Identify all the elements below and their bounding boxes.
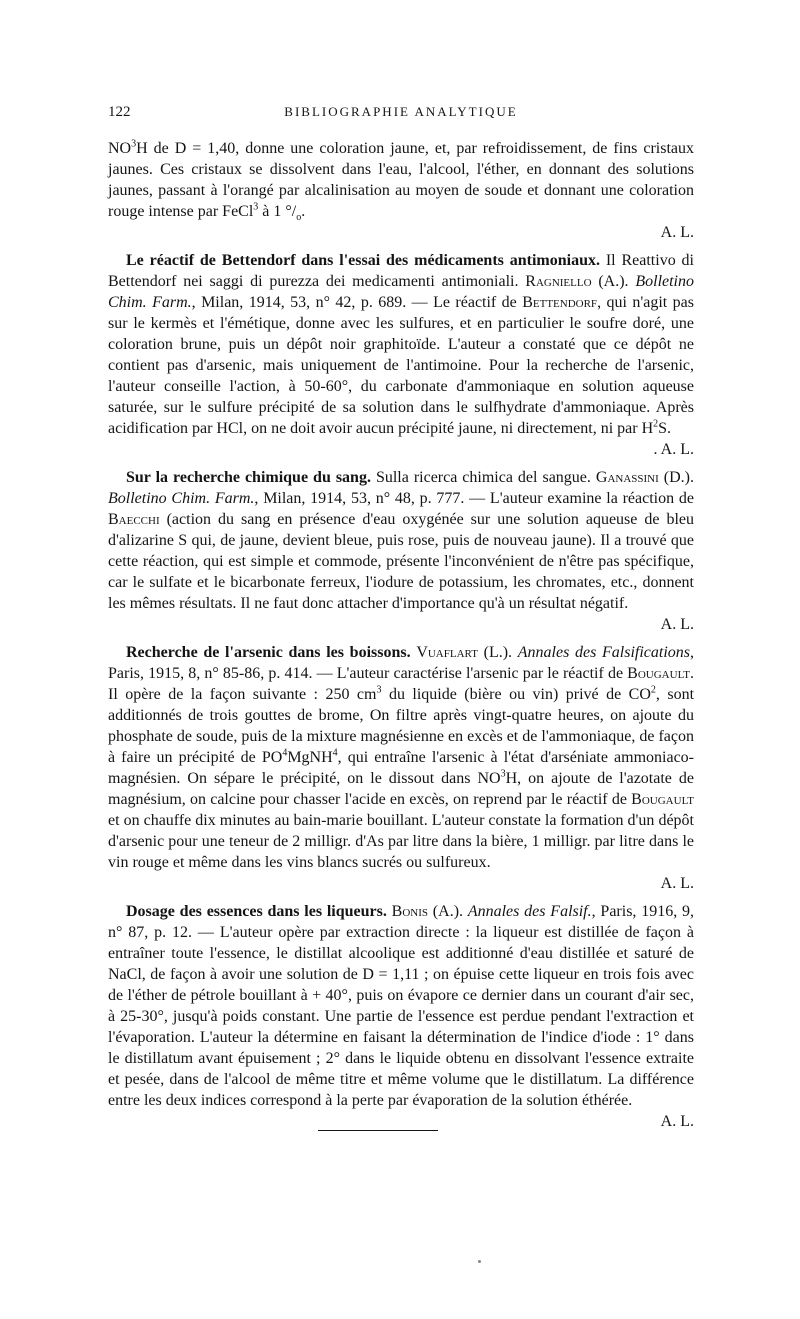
entry-paragraph xyxy=(108,250,694,439)
closing-rule xyxy=(318,1130,438,1131)
entry-text: , Milan, 1914, 53, n° 42, p. 689. — Le réactif de xyxy=(191,294,523,311)
signature-line xyxy=(108,222,694,243)
entry-bettendorf xyxy=(108,250,694,460)
entry-arsenic xyxy=(108,642,694,894)
author-name: Ganassini xyxy=(595,469,659,486)
entry-text: (action du sang en présence d'eau oxygénée sur une solution aqueuse de bleu d'alizarine S qui, de jaune, devient bleue, puis rose, puis de nouveau jaune). Il a trouvé que cette réaction, qui est simple et commode, présente l'inconvénient de n'être pas spécifique, car le sulfate et le bicarbonate ferreux, l'iodure de potassium, les chromates, etc., donnent les mêmes résultats. Il ne faut donc attacher d'importance qu'à un résultat négatif. xyxy=(108,511,694,612)
signature: A. L. xyxy=(660,875,694,892)
signature-line xyxy=(108,1111,694,1133)
author-name: Ragniello xyxy=(525,273,592,290)
entry-text: , Milan, 1914, 53, n° 48, p. 777. — L'auteur examine la réaction de xyxy=(254,490,694,507)
entry-text: Il Reattivo di Bettendorf nei saggi di purezza dei medicamenti antimoniali. xyxy=(108,252,695,290)
running-title: BIBLIOGRAPHIE ANALYTIQUE xyxy=(284,104,518,119)
intro-text: à 1 °/ xyxy=(258,203,297,220)
cited-name: Bougault xyxy=(631,791,694,808)
entry-text: , qui n'agit pas sur le kermès et l'émétique, donne avec les sulfures, et en particulier le soufre doré, une coloration brune, puis un dépôt noir graphitoïde. L'auteur a constaté que ce dépôt ne contient pas d'arsenic, mais uniquement de l'antimoine. Pour la recherche de l'arsenic, l'auteur conseille l'action, à 50-60°, du carbonate d'ammoniaque en solution aqueuse saturée, sur le sulfure précipité de sa solution dans le sulfhydrate d'ammoniaque. Après acidification par HCl, on ne doit avoir aucun précipité jaune, ni directement, ni par H xyxy=(108,294,694,437)
entry-paragraph xyxy=(108,642,694,873)
signature: . A. L. xyxy=(653,441,694,458)
entry-text: , qui entraîne l'arsenic à l'état d'arséniate ammoniaco-magnésien. On sépare le précipité, on le dissout dans NO xyxy=(108,749,695,787)
signature: A. L. xyxy=(660,616,694,633)
intro-text: H de D = 1,40, donne une coloration jaune, et, par refroidissement, de fins cristaux jaunes. Ces cristaux se dissolvent dans l'eau, l'alcool, l'éther, en donnant des solutions jaunes, passant à l'orangé par alcalinisation au moyen de soude et donnant une coloration rouge intense par FeCl xyxy=(108,140,694,220)
superscript: 3 xyxy=(253,201,259,213)
entry-text: (L.). xyxy=(477,644,518,661)
entry-title: Dosage des essences dans les liqueurs. xyxy=(126,903,387,920)
signature-line xyxy=(108,439,694,460)
superscript: 4 xyxy=(282,747,288,759)
entry-text: (D.). xyxy=(658,469,694,486)
entry-text: du liquide (bière ou vin) privé de CO xyxy=(381,686,651,703)
signature-line xyxy=(108,614,694,635)
entry-text: MgNH xyxy=(287,749,333,766)
superscript: 3 xyxy=(131,138,137,150)
journal-name: Bolletino Chim. Farm. xyxy=(108,490,255,507)
entry-paragraph xyxy=(108,901,694,1111)
entry-text: (A.). xyxy=(428,903,468,920)
entry-text: et on chauffe dix minutes au bain-marie bouillant. L'auteur constate la formation d'un dépôt d'arsenic pour une teneur de 2 milligr. d'As par litre dans la bière, 1 milligr. par litre dans le vin rouge et même dans les vins blancs sucrés ou sulfureux. xyxy=(108,812,694,871)
signature: A. L. xyxy=(660,1113,694,1130)
intro-text: NO xyxy=(108,140,132,157)
entry-text: S. xyxy=(658,420,672,437)
entry-text: (A.). xyxy=(591,273,636,290)
author-name: Vuaflart xyxy=(416,644,478,661)
journal-name: Bolletino Chim. Farm. xyxy=(108,273,694,311)
entry-text: Sulla ricerca chimica del sangue. xyxy=(370,469,596,486)
entry-title: Recherche de l'arsenic dans les boissons. xyxy=(126,644,411,661)
entry-title: Sur la recherche chimique du sang. xyxy=(126,469,371,486)
signature: A. L. xyxy=(660,224,694,241)
entry-sang xyxy=(108,467,694,635)
superscript: 2 xyxy=(650,684,656,696)
journal-name: Annales des Falsif. xyxy=(467,903,592,920)
entry-text: . Il opère de la façon suivante : 250 cm xyxy=(108,665,694,703)
intro-text: . xyxy=(301,203,306,220)
running-head xyxy=(108,100,694,124)
journal-name: Annales des Falsifications xyxy=(517,644,691,661)
subscript: o xyxy=(296,212,302,224)
superscript: 3 xyxy=(376,684,382,696)
page-number: 122 xyxy=(108,104,131,120)
page-content xyxy=(108,138,694,1133)
author-name: Bonis xyxy=(391,903,429,920)
entry-paragraph xyxy=(108,467,694,614)
entry-title: Le réactif de Bettendorf dans l'essai des médicaments antimoniaux. xyxy=(126,252,600,269)
entry-essences xyxy=(108,901,694,1133)
superscript: 4 xyxy=(332,747,338,759)
signature-line xyxy=(108,873,694,894)
entry-text: H, on ajoute de l'azotate de magnésium, on calcine pour chasser l'acide en excès, on reprend par le réactif de xyxy=(108,770,694,808)
superscript: 2 xyxy=(653,418,659,430)
stray-mark xyxy=(478,1260,481,1263)
intro-paragraph xyxy=(108,138,694,222)
entry-text: , sont additionnés de trois gouttes de brome, On filtre après vingt-quatre heures, on ajoute du phosphate de soude, puis de la mixture magnésienne en excès et de l'ammoniaque, de façon à faire un précipité de PO xyxy=(108,686,695,766)
cited-name: Bougault xyxy=(627,665,690,682)
entry-text: , Paris, 1916, 9, n° 87, p. 12. — L'auteur opère par extraction directe : la liqueur est distillée de façon à entraîner toute l'essence, le distillat alcoolique est additionné d'eau distillée et saturé de NaCl, de façon à avoir une solution de D = 1,11 ; on épuise cette liqueur en trois fois avec de l'éther de pétrole bouillant à + 40°, puis on évapore ce dernier dans un courant d'air sec, à 25-30°, jusqu'à poids constant. Une partie de l'essence est perdue pendant l'extraction et l'évaporation. L'auteur la détermine en faisant la détermination de l'indice d'iode : 1° dans le distillatum avant épuisement ; 2° dans le liquide obtenu en dissolvant l'essence extraite et pesée, dans de l'alcool de même titre et même volume que le distillatum. La différence entre les deux indices correspond à la perte par évaporation de la solution éthérée. xyxy=(108,903,695,1109)
document-page xyxy=(108,100,694,1133)
entry-text: , Paris, 1915, 8, n° 85-86, p. 414. — L'auteur caractérise l'arsenic par le réactif de xyxy=(108,644,695,682)
cited-name: Baecchi xyxy=(108,511,160,528)
superscript: 3 xyxy=(500,768,506,780)
cited-name: Bettendorf xyxy=(522,294,598,311)
